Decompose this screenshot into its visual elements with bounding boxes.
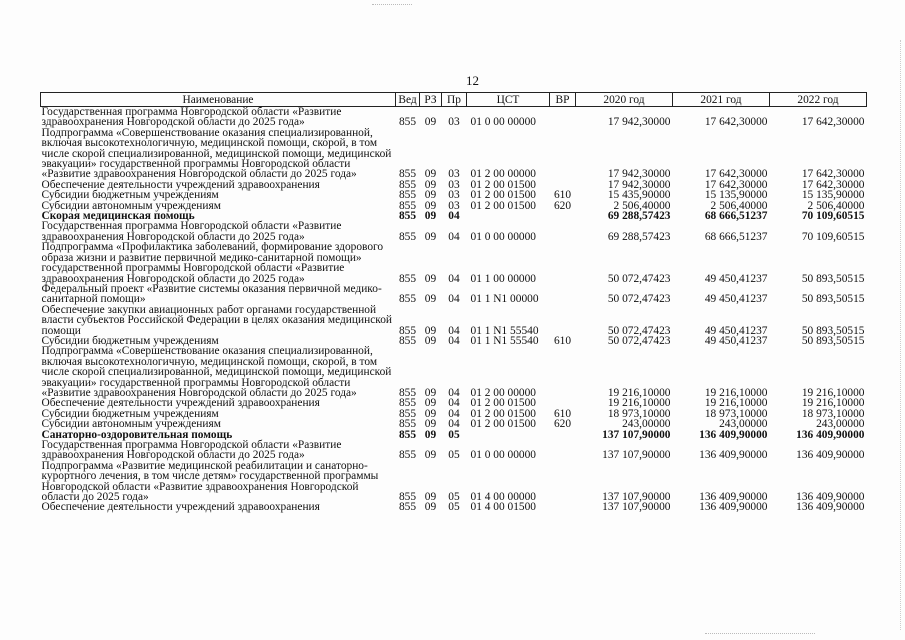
table-row — [41, 346, 867, 398]
cell-cst: 01 0 00 00000 — [470, 449, 536, 462]
cell-2022: 19 216,10000 — [801, 386, 865, 399]
cell-pr: 04 — [448, 324, 460, 337]
cell-2021: 49 450,41237 — [704, 272, 768, 285]
cell-2022: 50 893,50515 — [801, 272, 865, 285]
table-row — [41, 242, 867, 284]
cell-pr: 05 — [448, 501, 460, 514]
cell-rz: 09 — [424, 386, 437, 399]
cell-2021: 136 409,90000 — [699, 491, 768, 504]
cell-2021: 17 642,30000 — [704, 116, 768, 129]
cell-cst: 01 2 00 00000 — [470, 168, 536, 181]
cell-cst: 01 4 00 01500 — [470, 501, 536, 514]
table-row — [41, 440, 867, 461]
table-row — [41, 284, 867, 305]
cell-rz: 09 — [424, 324, 437, 337]
cell-name: Субсидии автономным учреждениям — [41, 199, 221, 212]
page-number: 12 — [466, 73, 479, 88]
table-row — [41, 502, 867, 512]
cell-pr: 04 — [448, 418, 460, 431]
cell-name: Обеспечение деятельности учреждений здравоохранения — [41, 178, 320, 191]
cell-2021: 136 409,90000 — [699, 449, 768, 462]
cell-pr: 04 — [448, 293, 460, 306]
cell-vr — [550, 502, 576, 512]
cell-vr — [550, 461, 576, 503]
cell-2021: 15 135,90000 — [704, 189, 768, 202]
cell-ved: 855 — [398, 210, 417, 223]
cell-pr: 04 — [448, 272, 460, 285]
cell-name: Обеспечение деятельности учреждений здравоохранения — [41, 397, 320, 410]
cell-pr: 04 — [448, 334, 460, 347]
table-row — [41, 221, 867, 242]
cell-rz: 09 — [424, 449, 437, 462]
cell-vr — [550, 107, 576, 128]
cell-2020: 137 107,90000 — [602, 491, 671, 504]
cell-rz: 09 — [424, 293, 437, 306]
cell-vr — [550, 242, 576, 284]
cell-vr — [550, 305, 576, 336]
cell-2021: 243,00000 — [719, 418, 768, 431]
cell-name: Субсидии бюджетным учреждениям — [41, 407, 219, 420]
cell-2022: 136 409,90000 — [796, 449, 865, 462]
cell-pr: 04 — [448, 386, 460, 399]
cell-2020: 17 942,30000 — [607, 168, 671, 181]
cell-2021: 2 506,40000 — [710, 199, 768, 212]
cell-rz: 09 — [424, 178, 437, 191]
cell-2022: 136 409,90000 — [796, 501, 865, 514]
cell-name: Подпрограмма «Профилактика заболеваний, формирование здорового образа жизни и развитие первичной медико-санитарной помощи» государственной программы Новгородской области «Развитие здравоохранения Новгородской области до 2025 года» — [41, 241, 384, 285]
cell-2020: 137 107,90000 — [602, 449, 671, 462]
cell-2022: 70 109,60515 — [801, 230, 865, 243]
cell-2021: 19 216,10000 — [704, 397, 768, 410]
cell-2022: 70 109,60515 — [801, 210, 865, 223]
cell-ved: 855 — [398, 334, 417, 347]
cell-rz: 09 — [424, 168, 437, 181]
cell-pr: 04 — [448, 397, 460, 410]
scan-artifact-edge — [899, 40, 901, 630]
cell-cst: 01 2 00 01500 — [470, 199, 536, 212]
cell-ved: 855 — [398, 449, 417, 462]
cell-2020: 2 506,40000 — [613, 199, 671, 212]
header-rz: РЗ — [420, 93, 442, 107]
cell-ved: 855 — [398, 397, 417, 410]
cell-cst: 01 4 00 00000 — [470, 491, 536, 504]
cell-2022: 50 893,50515 — [801, 293, 865, 306]
table-body — [41, 107, 867, 513]
cell-ved: 855 — [398, 116, 417, 129]
cell-cst: 01 0 00 00000 — [470, 230, 536, 243]
table-row — [41, 128, 867, 180]
cell-ved: 855 — [398, 501, 417, 514]
cell-2020: 50 072,47423 — [607, 324, 671, 337]
header-2020: 2020 год — [576, 93, 673, 107]
cell-2022: 17 642,30000 — [801, 178, 865, 191]
cell-rz: 09 — [424, 407, 437, 420]
cell-rz: 09 — [424, 199, 437, 212]
cell-2022: 2 506,40000 — [807, 199, 865, 212]
cell-2020: 17 942,30000 — [607, 178, 671, 191]
cell-rz: 09 — [424, 210, 437, 223]
cell-2020: 137 107,90000 — [602, 428, 671, 441]
cell-2021: 136 409,90000 — [699, 428, 768, 441]
cell-name: Государственная программа Новгородской области «Развитие здравоохранения Новгородской области до 2025 года» — [41, 106, 342, 129]
cell-vr — [550, 284, 576, 305]
cell-2021: 49 450,41237 — [704, 334, 768, 347]
cell-pr: 04 — [448, 407, 460, 420]
header-ved: Вед — [396, 93, 420, 107]
cell-ved: 855 — [398, 293, 417, 306]
cell-pr: 04 — [448, 230, 460, 243]
cell-ved: 855 — [398, 230, 417, 243]
cell-cst: 01 2 00 01500 — [470, 407, 536, 420]
cell-2020: 50 072,47423 — [607, 272, 671, 285]
cell-2020: 50 072,47423 — [607, 293, 671, 306]
cell-2021: 19 216,10000 — [704, 386, 768, 399]
cell-ved: 855 — [398, 386, 417, 399]
cell-2020: 50 072,47423 — [607, 334, 671, 347]
cell-name: Обеспечение закупки авиационных работ органами государственной власти субъектов Российской Федерации в целях оказания медицинской помощи — [41, 303, 392, 337]
cell-2022: 18 973,10000 — [801, 407, 865, 420]
cell-vr — [550, 440, 576, 461]
cell-vr: 610 — [553, 334, 572, 347]
header-name: Наименование — [41, 93, 396, 107]
cell-2021: 68 666,51237 — [704, 210, 768, 223]
table-row — [41, 107, 867, 128]
scan-artifact-bottom — [705, 633, 815, 634]
cell-ved: 855 — [398, 272, 417, 285]
cell-ved: 855 — [398, 178, 417, 191]
cell-cst: 01 2 00 01500 — [470, 418, 536, 431]
header-pr: Пр — [442, 93, 467, 107]
cell-rz: 09 — [424, 501, 437, 514]
cell-pr: 03 — [448, 189, 460, 202]
cell-cst — [467, 430, 550, 440]
cell-cst: 01 0 00 00000 — [470, 116, 536, 129]
cell-vr — [550, 128, 576, 180]
cell-name: Подпрограмма «Совершенствование оказания специализированной, включая высокотехнологичную, медицинской помощи, скорой, в том числе скорой специализированной, медицинской помощи, медицинской эвакуации» государственной программы Новгородской области «Развитие здравоохранения Новгородской области до 2025 года» — [41, 345, 392, 399]
cell-ved: 855 — [398, 418, 417, 431]
cell-vr — [550, 430, 576, 440]
cell-vr — [550, 346, 576, 398]
header-2022: 2022 год — [770, 93, 867, 107]
cell-cst: 01 2 00 00000 — [470, 386, 536, 399]
cell-2022: 136 409,90000 — [796, 491, 865, 504]
cell-name: Федеральный проект «Развитие системы оказания первичной медико-санитарной помощи» — [41, 282, 382, 306]
cell-name: Обеспечение деятельности учреждений здравоохранения — [41, 501, 320, 514]
cell-vr: 610 — [553, 407, 572, 420]
cell-2020: 15 435,90000 — [607, 189, 671, 202]
cell-rz: 09 — [424, 189, 437, 202]
cell-rz: 09 — [424, 272, 437, 285]
header-cst: ЦСТ — [467, 93, 550, 107]
cell-rz: 09 — [424, 428, 437, 441]
cell-ved: 855 — [398, 199, 417, 212]
cell-rz: 09 — [424, 116, 437, 129]
cell-rz: 09 — [424, 397, 437, 410]
cell-cst: 01 2 00 01500 — [470, 397, 536, 410]
cell-2022: 19 216,10000 — [801, 397, 865, 410]
cell-2020: 18 973,10000 — [607, 407, 671, 420]
cell-2021: 18 973,10000 — [704, 407, 768, 420]
cell-vr — [550, 211, 576, 221]
cell-cst: 01 2 00 01500 — [470, 178, 536, 191]
cell-2020: 243,00000 — [622, 418, 671, 431]
cell-vr: 620 — [553, 199, 572, 212]
cell-2022: 17 642,30000 — [801, 168, 865, 181]
header-2021: 2021 год — [673, 93, 770, 107]
cell-pr: 03 — [448, 168, 460, 181]
budget-table — [40, 92, 867, 513]
cell-name: Подпрограмма «Совершенствование оказания специализированной, включая высокотехнологичную, медицинской помощи, скорой, в том числе скорой специализированной, медицинской помощи, медицинской эвакуации» государственной программы Новгородской области «Развитие здравоохранения Новгородской области до 2025 года» — [41, 126, 392, 181]
cell-rz: 09 — [424, 230, 437, 243]
cell-2020: 19 216,10000 — [607, 397, 671, 410]
cell-2021: 17 642,30000 — [704, 168, 768, 181]
cell-pr: 04 — [448, 210, 460, 223]
cell-2020: 69 288,57423 — [607, 210, 671, 223]
cell-name: Скорая медицинская помощь — [41, 210, 195, 223]
cell-name: Субсидии автономным учреждениям — [41, 418, 221, 431]
table-header — [41, 93, 867, 107]
cell-2021: 49 450,41237 — [704, 293, 768, 306]
cell-2021: 49 450,41237 — [704, 324, 768, 337]
cell-pr: 05 — [448, 491, 460, 504]
cell-ved: 855 — [398, 189, 417, 202]
cell-2022: 15 135,90000 — [801, 189, 865, 202]
table-row — [41, 305, 867, 336]
cell-cst: 01 1 N1 55540 — [470, 334, 539, 347]
table-row — [41, 461, 867, 503]
cell-rz: 09 — [424, 491, 437, 504]
cell-2021: 17 642,30000 — [704, 178, 768, 191]
cell-name: Субсидии бюджетным учреждениям — [41, 189, 219, 202]
cell-pr: 03 — [448, 199, 460, 212]
cell-name: Подпрограмма «Развитие медицинской реабилитации и санаторно-курортного лечения, в том числе детям» государственной программы Новгородской области «Развитие здравоохранения Новгородской области до 2025 года» — [41, 459, 379, 504]
cell-2020: 137 107,90000 — [602, 501, 671, 514]
cell-vr: 620 — [553, 418, 572, 431]
header-vr: ВР — [550, 93, 576, 107]
cell-2020: 17 942,30000 — [607, 116, 671, 129]
cell-2022: 17 642,30000 — [801, 116, 865, 129]
cell-pr: 03 — [448, 116, 460, 129]
cell-2022: 243,00000 — [816, 418, 865, 431]
cell-2020: 69 288,57423 — [607, 230, 671, 243]
cell-ved: 855 — [398, 407, 417, 420]
cell-2022: 50 893,50515 — [801, 334, 865, 347]
cell-pr: 03 — [448, 178, 460, 191]
cell-2021: 68 666,51237 — [704, 230, 768, 243]
cell-name: Государственная программа Новгородской области «Развитие здравоохранения Новгородской области до 2025 года» — [41, 220, 342, 243]
cell-vr: 610 — [553, 189, 572, 202]
cell-rz: 09 — [424, 418, 437, 431]
cell-cst — [467, 211, 550, 221]
cell-ved: 855 — [398, 428, 417, 441]
cell-2020: 19 216,10000 — [607, 386, 671, 399]
cell-2022: 136 409,90000 — [796, 428, 865, 441]
cell-cst: 01 1 00 00000 — [470, 272, 536, 285]
cell-ved: 855 — [398, 168, 417, 181]
cell-name: Санаторно-оздоровительная помощь — [41, 428, 233, 441]
scan-artifact-top — [372, 4, 412, 5]
cell-ved: 855 — [398, 324, 417, 337]
cell-2022: 50 893,50515 — [801, 324, 865, 337]
cell-vr — [550, 221, 576, 242]
cell-rz: 09 — [424, 334, 437, 347]
cell-name: Субсидии бюджетным учреждениям — [41, 334, 219, 347]
cell-cst: 01 1 N1 00000 — [470, 293, 539, 306]
cell-pr: 05 — [448, 449, 460, 462]
cell-cst: 01 1 N1 55540 — [470, 324, 539, 337]
cell-cst: 01 2 00 01500 — [470, 189, 536, 202]
cell-pr: 05 — [448, 428, 460, 441]
cell-name: Государственная программа Новгородской области «Развитие здравоохранения Новгородской области до 2025 года» — [41, 439, 342, 462]
cell-2021: 136 409,90000 — [699, 501, 768, 514]
cell-ved: 855 — [398, 491, 417, 504]
